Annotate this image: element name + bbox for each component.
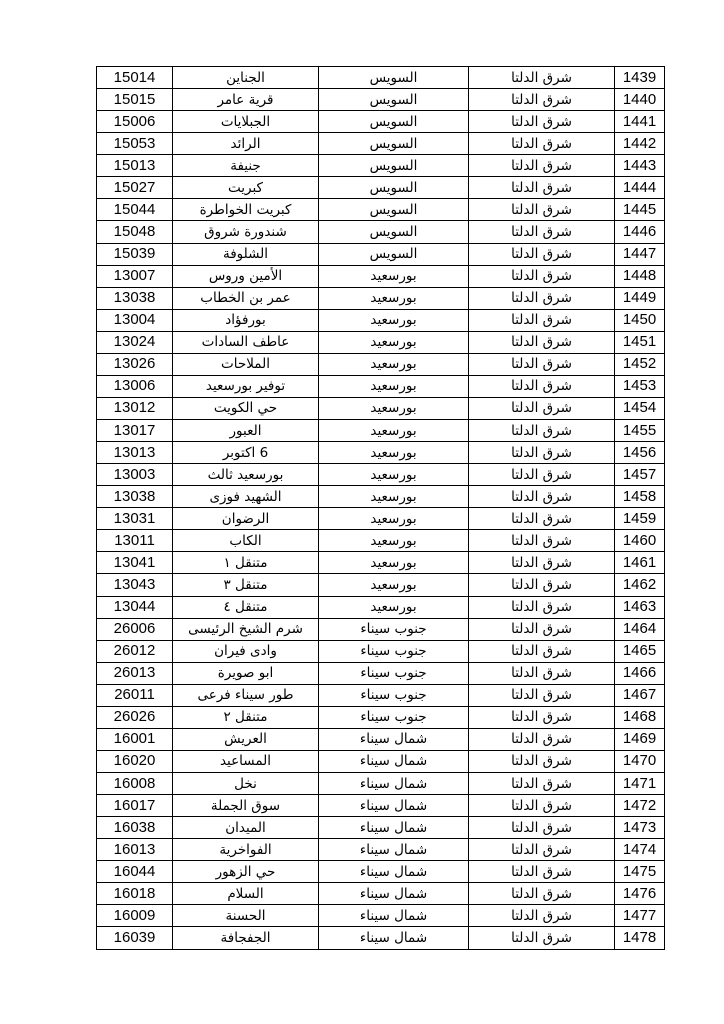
table-row [97, 221, 665, 243]
region-cell: شرق الدلتا [469, 839, 615, 861]
serial-number-cell: 1458 [615, 486, 665, 508]
postal-code-cell: 13043 [97, 574, 173, 596]
postal-code-cell: 15044 [97, 199, 173, 221]
postal-code-cell: 16013 [97, 839, 173, 861]
office-name-cell: العريش [173, 728, 319, 750]
postal-code-cell: 13007 [97, 265, 173, 287]
office-name-cell: عمر بن الخطاب [173, 287, 319, 309]
postal-code-cell: 16020 [97, 750, 173, 772]
table-row [97, 839, 665, 861]
serial-number-cell: 1460 [615, 530, 665, 552]
office-name-cell: الفواخرية [173, 839, 319, 861]
governorate-cell: بورسعيد [319, 287, 469, 309]
serial-number-cell: 1451 [615, 331, 665, 353]
table-row [97, 111, 665, 133]
region-cell: شرق الدلتا [469, 464, 615, 486]
serial-number-cell: 1439 [615, 67, 665, 89]
governorate-cell: شمال سيناء [319, 773, 469, 795]
region-cell: شرق الدلتا [469, 552, 615, 574]
serial-number-cell: 1465 [615, 640, 665, 662]
governorate-cell: بورسعيد [319, 420, 469, 442]
region-cell: شرق الدلتا [469, 353, 615, 375]
office-name-cell: متنقل ٢ [173, 706, 319, 728]
serial-number-cell: 1441 [615, 111, 665, 133]
office-name-cell: الجناين [173, 67, 319, 89]
governorate-cell: بورسعيد [319, 375, 469, 397]
postal-code-cell: 13026 [97, 353, 173, 375]
office-name-cell: الملاحات [173, 353, 319, 375]
table-row [97, 133, 665, 155]
office-name-cell: الميدان [173, 817, 319, 839]
serial-number-cell: 1446 [615, 221, 665, 243]
postal-code-cell: 15013 [97, 155, 173, 177]
serial-number-cell: 1444 [615, 177, 665, 199]
region-cell: شرق الدلتا [469, 442, 615, 464]
table-row [97, 574, 665, 596]
region-cell: شرق الدلتا [469, 618, 615, 640]
region-cell: شرق الدلتا [469, 221, 615, 243]
postal-code-cell: 16017 [97, 795, 173, 817]
office-name-cell: حي الكويت [173, 397, 319, 419]
postal-code-cell: 13006 [97, 375, 173, 397]
governorate-cell: شمال سيناء [319, 861, 469, 883]
serial-number-cell: 1445 [615, 199, 665, 221]
postal-code-cell: 15027 [97, 177, 173, 199]
table-row [97, 596, 665, 618]
governorate-cell: بورسعيد [319, 486, 469, 508]
region-cell: شرق الدلتا [469, 89, 615, 111]
postal-code-cell: 15048 [97, 221, 173, 243]
office-name-cell: الحسنة [173, 905, 319, 927]
serial-number-cell: 1462 [615, 574, 665, 596]
serial-number-cell: 1470 [615, 750, 665, 772]
region-cell: شرق الدلتا [469, 596, 615, 618]
office-name-cell: ابو صويرة [173, 662, 319, 684]
table-row [97, 927, 665, 949]
governorate-cell: بورسعيد [319, 353, 469, 375]
postal-code-cell: 26011 [97, 684, 173, 706]
serial-number-cell: 1476 [615, 883, 665, 905]
region-cell: شرق الدلتا [469, 375, 615, 397]
region-cell: شرق الدلتا [469, 287, 615, 309]
governorate-cell: بورسعيد [319, 508, 469, 530]
region-cell: شرق الدلتا [469, 309, 615, 331]
region-cell: شرق الدلتا [469, 486, 615, 508]
governorate-cell: السويس [319, 133, 469, 155]
serial-number-cell: 1472 [615, 795, 665, 817]
governorate-cell: شمال سيناء [319, 750, 469, 772]
table-row [97, 155, 665, 177]
table-row [97, 552, 665, 574]
governorate-cell: بورسعيد [319, 574, 469, 596]
serial-number-cell: 1452 [615, 353, 665, 375]
serial-number-cell: 1450 [615, 309, 665, 331]
table-row [97, 486, 665, 508]
serial-number-cell: 1448 [615, 265, 665, 287]
region-cell: شرق الدلتا [469, 155, 615, 177]
serial-number-cell: 1469 [615, 728, 665, 750]
governorate-cell: شمال سيناء [319, 883, 469, 905]
serial-number-cell: 1453 [615, 375, 665, 397]
postal-code-cell: 16008 [97, 773, 173, 795]
region-cell: شرق الدلتا [469, 662, 615, 684]
serial-number-cell: 1477 [615, 905, 665, 927]
serial-number-cell: 1443 [615, 155, 665, 177]
table-row [97, 89, 665, 111]
office-name-cell: الجفجافة [173, 927, 319, 949]
postal-code-cell: 13012 [97, 397, 173, 419]
governorate-cell: بورسعيد [319, 265, 469, 287]
postal-code-cell: 13024 [97, 331, 173, 353]
table-row [97, 684, 665, 706]
office-name-cell: الشهيد فوزى [173, 486, 319, 508]
serial-number-cell: 1456 [615, 442, 665, 464]
office-name-cell: بورسعيد ثالث [173, 464, 319, 486]
office-name-cell: شندورة شروق [173, 221, 319, 243]
table-row [97, 883, 665, 905]
region-cell: شرق الدلتا [469, 927, 615, 949]
region-cell: شرق الدلتا [469, 420, 615, 442]
table-row [97, 861, 665, 883]
postal-code-cell: 16009 [97, 905, 173, 927]
office-name-cell: سوق الجملة [173, 795, 319, 817]
table-body [97, 67, 665, 950]
postal-code-cell: 13038 [97, 486, 173, 508]
region-cell: شرق الدلتا [469, 133, 615, 155]
office-name-cell: توفير بورسعيد [173, 375, 319, 397]
governorate-cell: جنوب سيناء [319, 640, 469, 662]
governorate-cell: بورسعيد [319, 530, 469, 552]
governorate-cell: بورسعيد [319, 397, 469, 419]
governorate-cell: السويس [319, 177, 469, 199]
office-name-cell: الكاب [173, 530, 319, 552]
governorate-cell: شمال سيناء [319, 817, 469, 839]
postal-code-cell: 15039 [97, 243, 173, 265]
table-row [97, 640, 665, 662]
serial-number-cell: 1471 [615, 773, 665, 795]
governorate-cell: شمال سيناء [319, 905, 469, 927]
postal-code-cell: 13003 [97, 464, 173, 486]
governorate-cell: السويس [319, 221, 469, 243]
offices-table [96, 66, 665, 950]
governorate-cell: شمال سيناء [319, 839, 469, 861]
office-name-cell: متنقل ٤ [173, 596, 319, 618]
office-name-cell: العبور [173, 420, 319, 442]
table-row [97, 728, 665, 750]
office-name-cell: حي الزهور [173, 861, 319, 883]
office-name-cell: الرضوان [173, 508, 319, 530]
region-cell: شرق الدلتا [469, 331, 615, 353]
region-cell: شرق الدلتا [469, 750, 615, 772]
region-cell: شرق الدلتا [469, 684, 615, 706]
serial-number-cell: 1442 [615, 133, 665, 155]
postal-code-cell: 16038 [97, 817, 173, 839]
office-name-cell: قرية عامر [173, 89, 319, 111]
table-row [97, 243, 665, 265]
table-row [97, 662, 665, 684]
postal-code-cell: 26013 [97, 662, 173, 684]
office-name-cell: متنقل ١ [173, 552, 319, 574]
table-row [97, 795, 665, 817]
region-cell: شرق الدلتا [469, 883, 615, 905]
office-name-cell: بورفؤاد [173, 309, 319, 331]
postal-code-cell: 13044 [97, 596, 173, 618]
region-cell: شرق الدلتا [469, 773, 615, 795]
office-name-cell: 6 اكتوبر [173, 442, 319, 464]
office-name-cell: المساعيد [173, 750, 319, 772]
table-row [97, 530, 665, 552]
office-name-cell: طور سيناء فرعى [173, 684, 319, 706]
region-cell: شرق الدلتا [469, 111, 615, 133]
region-cell: شرق الدلتا [469, 265, 615, 287]
region-cell: شرق الدلتا [469, 243, 615, 265]
serial-number-cell: 1467 [615, 684, 665, 706]
governorate-cell: جنوب سيناء [319, 706, 469, 728]
office-name-cell: الشلوفة [173, 243, 319, 265]
governorate-cell: السويس [319, 155, 469, 177]
region-cell: شرق الدلتا [469, 199, 615, 221]
governorate-cell: السويس [319, 111, 469, 133]
governorate-cell: شمال سيناء [319, 927, 469, 949]
postal-code-cell: 26012 [97, 640, 173, 662]
table-row [97, 309, 665, 331]
postal-code-cell: 26006 [97, 618, 173, 640]
serial-number-cell: 1466 [615, 662, 665, 684]
postal-code-cell: 15006 [97, 111, 173, 133]
office-name-cell: الأمين وروس [173, 265, 319, 287]
postal-code-cell: 26026 [97, 706, 173, 728]
postal-code-cell: 13017 [97, 420, 173, 442]
governorate-cell: بورسعيد [319, 331, 469, 353]
postal-code-cell: 15015 [97, 89, 173, 111]
table-row [97, 353, 665, 375]
table-row [97, 706, 665, 728]
postal-code-cell: 16018 [97, 883, 173, 905]
region-cell: شرق الدلتا [469, 861, 615, 883]
governorate-cell: بورسعيد [319, 596, 469, 618]
governorate-cell: بورسعيد [319, 552, 469, 574]
table-row [97, 265, 665, 287]
serial-number-cell: 1455 [615, 420, 665, 442]
postal-code-cell: 13041 [97, 552, 173, 574]
serial-number-cell: 1449 [615, 287, 665, 309]
office-name-cell: السلام [173, 883, 319, 905]
table-row [97, 331, 665, 353]
serial-number-cell: 1459 [615, 508, 665, 530]
governorate-cell: السويس [319, 89, 469, 111]
office-name-cell: وادى فيران [173, 640, 319, 662]
table-row [97, 67, 665, 89]
governorate-cell: بورسعيد [319, 442, 469, 464]
governorate-cell: جنوب سيناء [319, 618, 469, 640]
region-cell: شرق الدلتا [469, 574, 615, 596]
table-row [97, 750, 665, 772]
governorate-cell: بورسعيد [319, 309, 469, 331]
postal-code-cell: 15014 [97, 67, 173, 89]
region-cell: شرق الدلتا [469, 817, 615, 839]
governorate-cell: السويس [319, 199, 469, 221]
table-row [97, 199, 665, 221]
serial-number-cell: 1478 [615, 927, 665, 949]
table-row [97, 177, 665, 199]
serial-number-cell: 1447 [615, 243, 665, 265]
region-cell: شرق الدلتا [469, 530, 615, 552]
postal-code-cell: 16044 [97, 861, 173, 883]
postal-code-cell: 16039 [97, 927, 173, 949]
serial-number-cell: 1464 [615, 618, 665, 640]
region-cell: شرق الدلتا [469, 795, 615, 817]
region-cell: شرق الدلتا [469, 706, 615, 728]
governorate-cell: السويس [319, 67, 469, 89]
table-row [97, 905, 665, 927]
office-name-cell: جنيفة [173, 155, 319, 177]
table-row [97, 618, 665, 640]
table-row [97, 508, 665, 530]
office-name-cell: عاطف السادات [173, 331, 319, 353]
office-name-cell: كبريت [173, 177, 319, 199]
postal-code-cell: 13031 [97, 508, 173, 530]
governorate-cell: السويس [319, 243, 469, 265]
office-name-cell: نخل [173, 773, 319, 795]
region-cell: شرق الدلتا [469, 905, 615, 927]
table-row [97, 420, 665, 442]
governorate-cell: جنوب سيناء [319, 662, 469, 684]
governorate-cell: بورسعيد [319, 464, 469, 486]
region-cell: شرق الدلتا [469, 397, 615, 419]
serial-number-cell: 1474 [615, 839, 665, 861]
postal-code-cell: 13013 [97, 442, 173, 464]
serial-number-cell: 1473 [615, 817, 665, 839]
serial-number-cell: 1468 [615, 706, 665, 728]
table-row [97, 375, 665, 397]
serial-number-cell: 1475 [615, 861, 665, 883]
postal-code-cell: 16001 [97, 728, 173, 750]
postal-code-cell: 13038 [97, 287, 173, 309]
table-row [97, 287, 665, 309]
document-page [96, 66, 665, 950]
serial-number-cell: 1440 [615, 89, 665, 111]
table-row [97, 442, 665, 464]
serial-number-cell: 1461 [615, 552, 665, 574]
serial-number-cell: 1454 [615, 397, 665, 419]
postal-code-cell: 15053 [97, 133, 173, 155]
office-name-cell: كبريت الخواطرة [173, 199, 319, 221]
table-row [97, 397, 665, 419]
serial-number-cell: 1457 [615, 464, 665, 486]
table-row [97, 464, 665, 486]
region-cell: شرق الدلتا [469, 728, 615, 750]
region-cell: شرق الدلتا [469, 508, 615, 530]
office-name-cell: الجبلايات [173, 111, 319, 133]
governorate-cell: شمال سيناء [319, 795, 469, 817]
office-name-cell: متنقل ٣ [173, 574, 319, 596]
serial-number-cell: 1463 [615, 596, 665, 618]
region-cell: شرق الدلتا [469, 67, 615, 89]
table-row [97, 817, 665, 839]
postal-code-cell: 13004 [97, 309, 173, 331]
governorate-cell: شمال سيناء [319, 728, 469, 750]
table-row [97, 773, 665, 795]
postal-code-cell: 13011 [97, 530, 173, 552]
office-name-cell: شرم الشيخ الرئيسى [173, 618, 319, 640]
region-cell: شرق الدلتا [469, 177, 615, 199]
governorate-cell: جنوب سيناء [319, 684, 469, 706]
office-name-cell: الرائد [173, 133, 319, 155]
region-cell: شرق الدلتا [469, 640, 615, 662]
